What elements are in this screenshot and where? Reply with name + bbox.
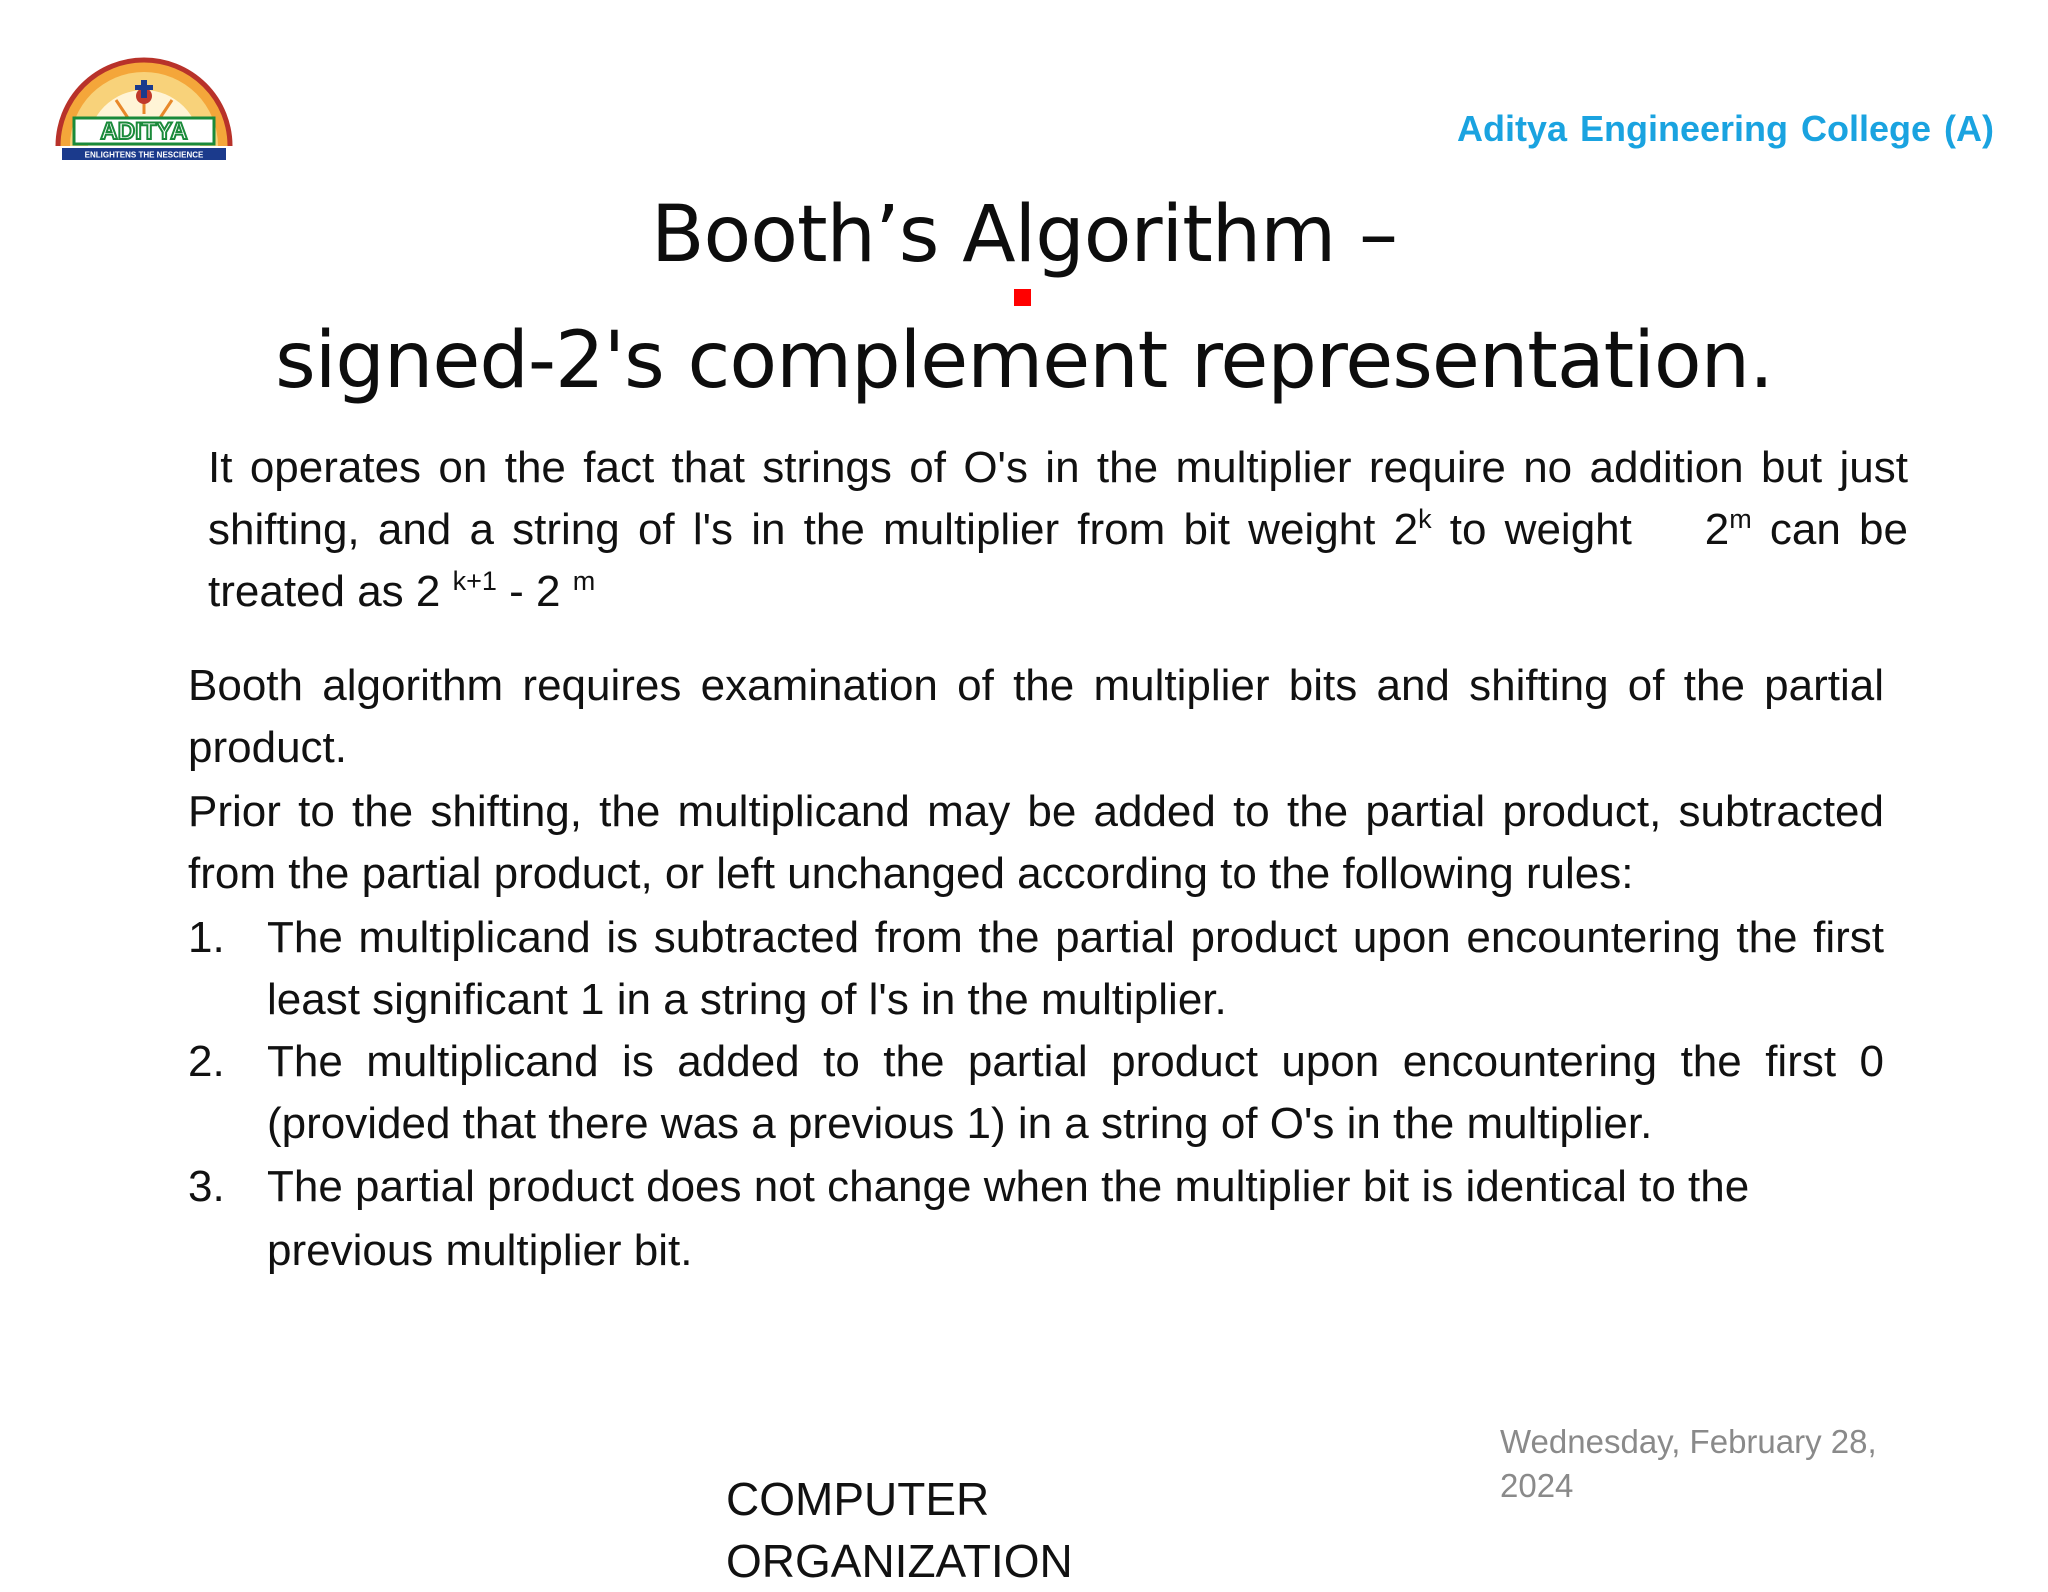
paragraph-prior-shifting: Prior to the shifting, the multiplicand may be added to the partial product, subtracted from the partial product, or left unchanged according to the following rules: xyxy=(188,787,1884,898)
list-item xyxy=(188,1031,1884,1155)
list-item xyxy=(188,1155,1884,1283)
course-name-line-1: COMPUTER xyxy=(726,1473,990,1525)
list-item-text: The multiplicand is added to the partial product upon encountering the first 0 (provided that there was a previous 1) in a string of O's in the multiplier. xyxy=(267,1037,1884,1148)
logo-tagline: ENLIGHTENS THE NESCIENCE xyxy=(84,150,204,160)
logo-text: ADITYA xyxy=(100,118,188,145)
intro-base-1: 2 xyxy=(1393,505,1419,554)
intro-text-mid: to weight xyxy=(1431,505,1651,554)
red-marker xyxy=(1014,289,1031,306)
intro-paragraph xyxy=(208,437,1908,623)
body-content xyxy=(188,655,1884,1283)
rules-list xyxy=(188,907,1884,1283)
intro-text-main: It operates on the fact that strings of O's in the multiplier require no addition but just shifting, and a string of l's in the multiplier from bit weight xyxy=(208,443,1908,554)
list-item-text: The multiplicand is subtracted from the partial product upon encountering the first least significant 1 in a string of l's in the multiplier. xyxy=(267,913,1884,1024)
slide-date: Wednesday, February 28, 2024 xyxy=(1500,1423,1877,1504)
list-item xyxy=(188,907,1884,1031)
intro-base-2: 2 xyxy=(1704,505,1730,554)
intro-exponent-2: m xyxy=(1729,504,1752,534)
intro-text-minus: - 2 xyxy=(496,567,573,616)
intro-text-end: can be treated as 2 xyxy=(208,505,1908,616)
slide-title-line-2: signed-2's complement representation. xyxy=(275,316,1773,406)
list-item-text: The partial product does not change when the multiplier bit is identical to the previous multiplier bit. xyxy=(267,1162,1750,1275)
slide-title-line-1: Booth’s Algorithm – xyxy=(651,190,1397,280)
college-logo xyxy=(52,54,236,162)
list-item-number: 3. xyxy=(188,1162,225,1211)
intro-exponent-1: k xyxy=(1418,504,1432,534)
college-name: Aditya Engineering College (A) xyxy=(1456,108,1994,149)
intro-exponent-4: m xyxy=(572,566,596,596)
intro-exponent-3: k+1 xyxy=(452,566,497,596)
course-footer xyxy=(726,1468,1073,1592)
aditya-logo-icon xyxy=(52,54,236,162)
list-item-number: 1. xyxy=(188,913,225,962)
paragraph-booth-examination: Booth algorithm requires examination of the multiplier bits and shifting of the partial product. xyxy=(188,661,1884,772)
course-name-line-2: ORGANIZATION xyxy=(726,1535,1073,1587)
list-item-number: 2. xyxy=(188,1037,225,1086)
